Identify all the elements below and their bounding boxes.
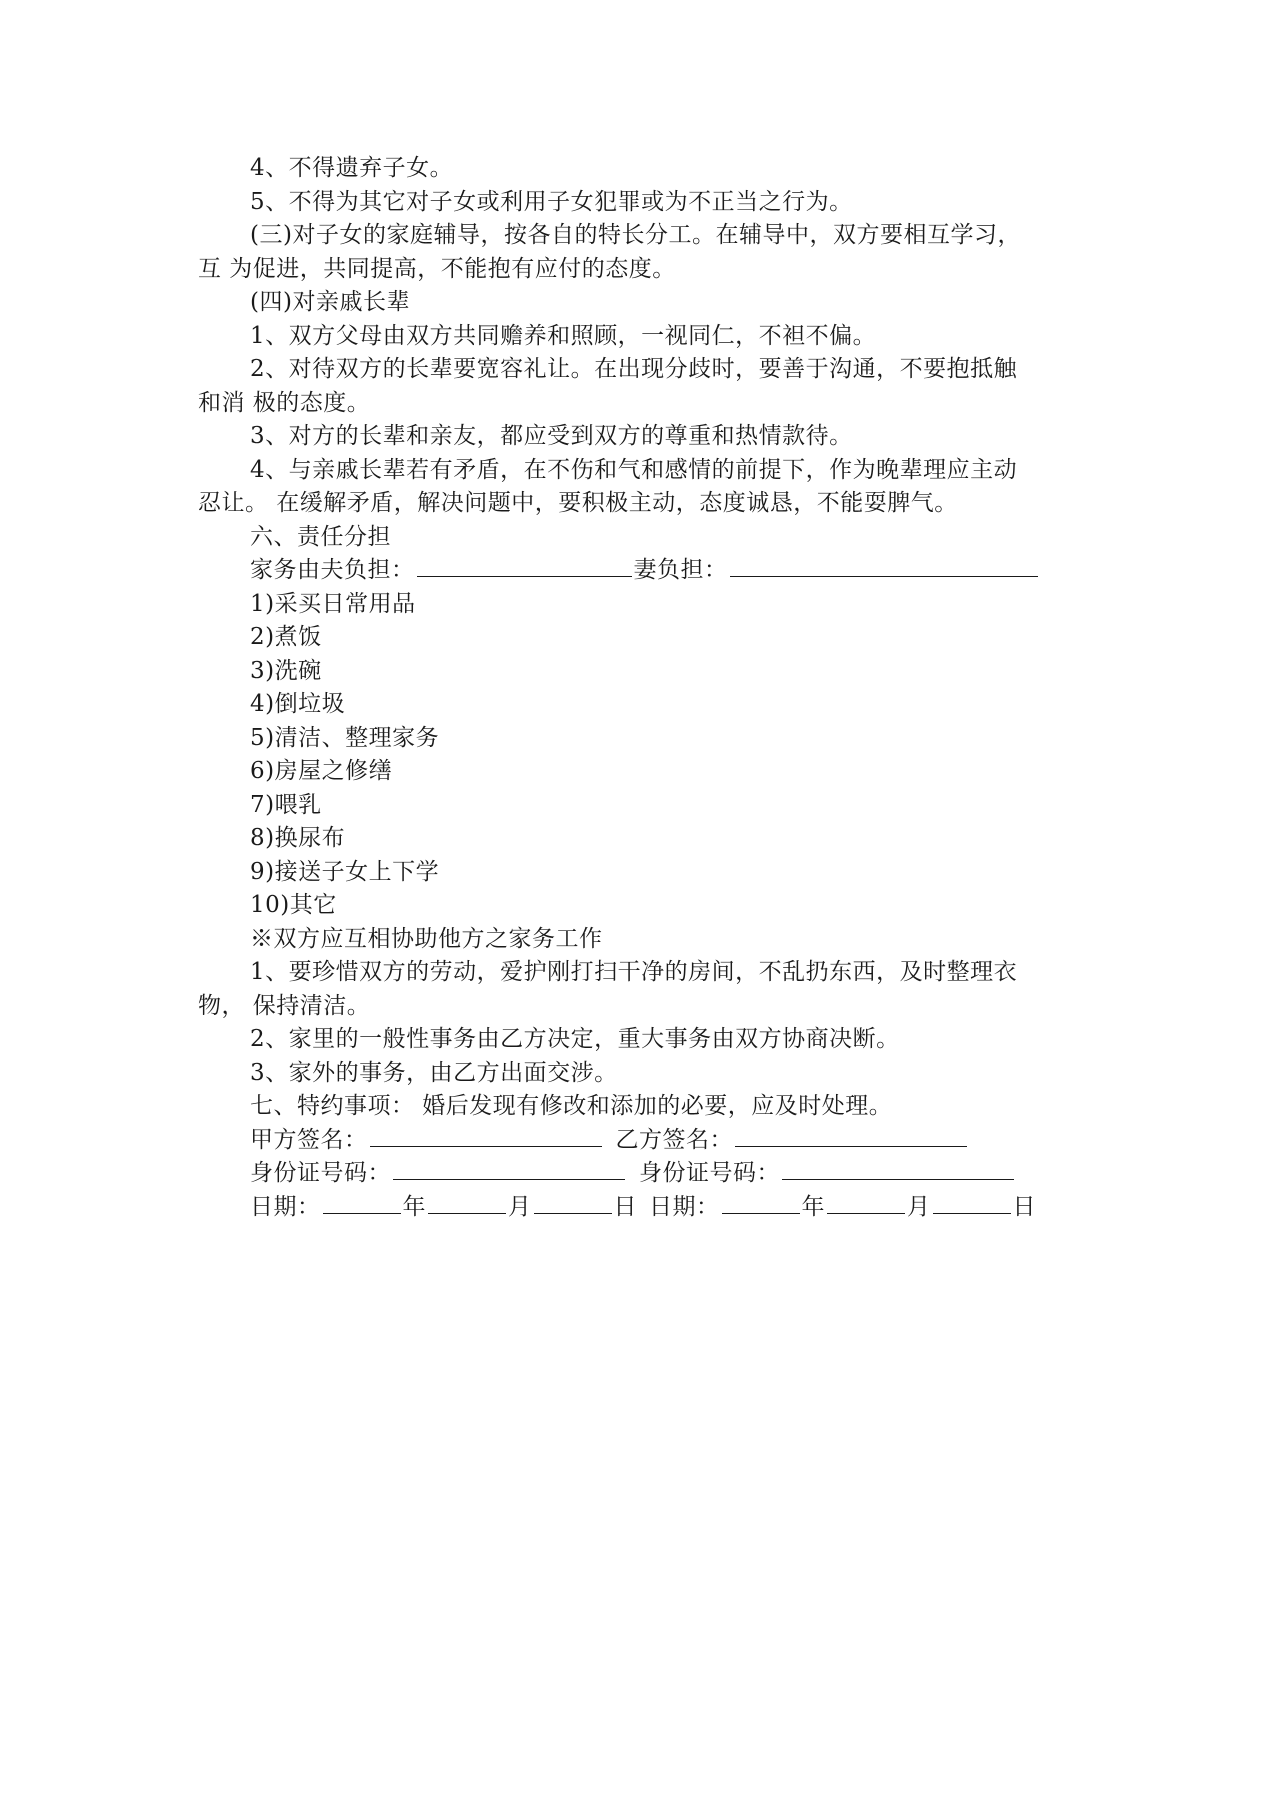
year-field-b bbox=[722, 1193, 800, 1214]
text-line: ※双方应互相协助他方之家务工作 bbox=[250, 925, 603, 952]
id-label-a: 身份证号码： bbox=[250, 1160, 391, 1186]
section-heading: 六、责任分担 bbox=[250, 523, 391, 550]
list-item: 9)接送子女上下学 bbox=[250, 858, 440, 885]
wife-blank-field bbox=[730, 556, 1038, 577]
year-label: 年 bbox=[402, 1193, 426, 1220]
text-line: 3、对方的长辈和亲友，都应受到双方的尊重和热情款待。 bbox=[250, 423, 853, 449]
document-body bbox=[198, 152, 1098, 1224]
list-item: 2)煮饭 bbox=[250, 624, 322, 650]
month-field-a bbox=[428, 1193, 506, 1214]
day-label: 日 bbox=[613, 1193, 637, 1220]
id-field-a bbox=[393, 1159, 625, 1180]
month-label: 月 bbox=[508, 1193, 532, 1220]
list-item: 4)倒垃圾 bbox=[250, 691, 346, 717]
day-label: 日 bbox=[1012, 1193, 1036, 1220]
section-heading: 七、特约事项： 婚后发现有修改和添加的必要，应及时处理。 bbox=[250, 1093, 893, 1119]
husband-label: 家务由夫负担： bbox=[250, 557, 415, 583]
party-a-signature-field bbox=[370, 1126, 602, 1147]
day-field-b bbox=[933, 1193, 1011, 1214]
id-field-b bbox=[782, 1159, 1014, 1180]
date-label-b: 日期： bbox=[649, 1193, 720, 1220]
wife-label: 妻负担： bbox=[633, 557, 728, 583]
text-line: 互 为促进，共同提高，不能抱有应付的态度。 bbox=[198, 255, 676, 282]
year-field-a bbox=[323, 1193, 401, 1214]
section-heading: (四)对亲戚长辈 bbox=[250, 289, 410, 315]
list-item: 6)房屋之修缮 bbox=[250, 758, 393, 784]
id-label-b: 身份证号码： bbox=[639, 1160, 780, 1186]
month-label: 月 bbox=[907, 1193, 931, 1220]
date-row bbox=[198, 1191, 1098, 1225]
list-item: 3)洗碗 bbox=[250, 657, 322, 684]
day-field-a bbox=[534, 1193, 612, 1214]
date-label-a: 日期： bbox=[250, 1193, 321, 1220]
list-item: 5)清洁、整理家务 bbox=[250, 724, 440, 751]
party-b-label: 乙方签名： bbox=[615, 1126, 733, 1153]
year-label: 年 bbox=[801, 1193, 825, 1220]
text-line: 3、家外的事务，由乙方出面交涉。 bbox=[250, 1059, 618, 1086]
text-line: 忍让。 在缓解矛盾，解决问题中，要积极主动，态度诚恳，不能耍脾气。 bbox=[198, 490, 958, 516]
signature-row bbox=[198, 1124, 1098, 1158]
text-line: 5、不得为其它对子女或利用子女犯罪或为不正当之行为。 bbox=[250, 188, 853, 215]
list-item: 10)其它 bbox=[250, 892, 337, 918]
housework-row bbox=[198, 554, 1098, 588]
text-line: 4、不得遗弃子女。 bbox=[250, 155, 454, 181]
list-item: 1)采买日常用品 bbox=[250, 590, 416, 617]
text-line: 1、双方父母由双方共同赡养和照顾，一视同仁，不袒不偏。 bbox=[250, 322, 877, 349]
text-line: 2、对待双方的长辈要宽容礼让。在出现分歧时，要善于沟通，不要抱抵触 bbox=[250, 356, 1018, 382]
text-line: 和消 极的态度。 bbox=[198, 389, 371, 416]
month-field-b bbox=[827, 1193, 905, 1214]
text-line: (三)对子女的家庭辅导，按各自的特长分工。在辅导中，双方要相互学习， bbox=[250, 222, 1021, 248]
text-line: 2、家里的一般性事务由乙方决定，重大事务由双方协商决断。 bbox=[250, 1026, 900, 1052]
party-b-signature-field bbox=[735, 1126, 967, 1147]
text-line: 1、要珍惜双方的劳动，爱护刚打扫干净的房间，不乱扔东西，及时整理衣 bbox=[250, 959, 1018, 985]
list-item: 8)换尿布 bbox=[250, 825, 346, 851]
id-row bbox=[198, 1157, 1098, 1191]
husband-blank-field bbox=[417, 556, 632, 577]
party-a-label: 甲方签名： bbox=[250, 1126, 368, 1153]
text-line: 物， 保持清洁。 bbox=[198, 992, 371, 1019]
text-line: 4、与亲戚长辈若有矛盾，在不伤和气和感情的前提下，作为晚辈理应主动 bbox=[250, 456, 1018, 483]
list-item: 7)喂乳 bbox=[250, 791, 322, 818]
